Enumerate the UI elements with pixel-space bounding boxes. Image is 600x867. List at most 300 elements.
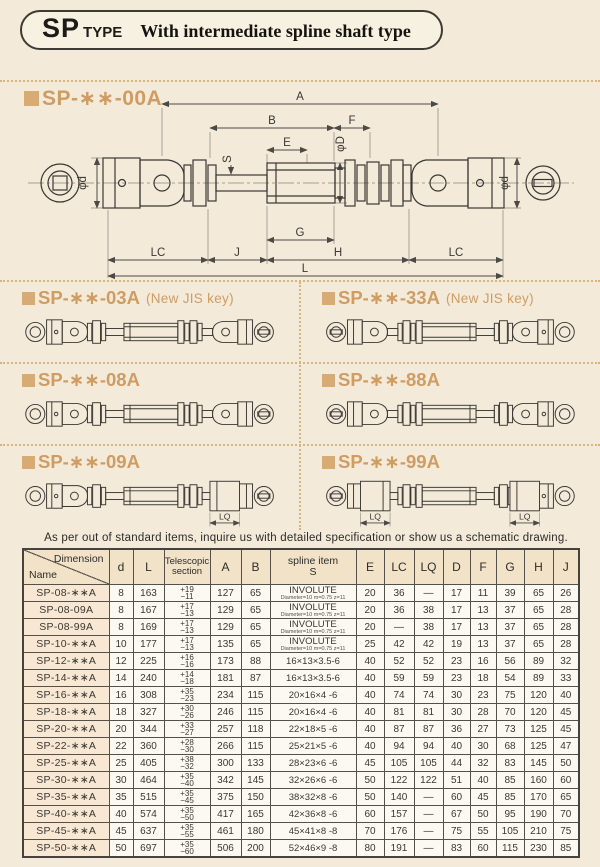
cell-spline: 42×36×8 -6 <box>270 806 356 823</box>
cell-d: 45 <box>109 823 133 840</box>
cell-LC: 87 <box>384 721 414 738</box>
cell-spline: 45×41×8 -8 <box>270 823 356 840</box>
col-header-LC: LC <box>384 549 414 585</box>
cell-D: 44 <box>443 755 470 772</box>
table-row <box>23 840 579 858</box>
cell-d: 40 <box>109 806 133 823</box>
cell-d: 50 <box>109 840 133 858</box>
cell-G: 75 <box>496 687 524 704</box>
cell-H: 120 <box>524 687 553 704</box>
dim-label-G: G <box>295 227 305 239</box>
cell-H: 89 <box>524 670 553 687</box>
dim-label-LQ-right: LQ <box>518 511 531 522</box>
section-title-text: SP-∗∗-08A <box>38 369 140 390</box>
page-title-banner <box>20 10 443 50</box>
cell-LC: 42 <box>384 636 414 653</box>
dim-label-J: J <box>234 247 240 259</box>
cell-spline: 52×46×9 -8 <box>270 840 356 858</box>
cell-LQ: 42 <box>414 636 443 653</box>
lq-housing <box>510 481 540 511</box>
corner-label-dimension: Dimension <box>53 553 104 565</box>
cell-B: 133 <box>241 755 270 772</box>
section-title-text: SP-∗∗-88A <box>338 369 440 390</box>
cell-G: 115 <box>496 840 524 858</box>
cell-F: 11 <box>470 585 496 602</box>
cell-d: 18 <box>109 704 133 721</box>
cell-E: 40 <box>356 721 384 738</box>
cell-D: 40 <box>443 738 470 755</box>
drawing-sp-08a <box>24 394 276 434</box>
cell-name: SP-16-∗∗A <box>23 687 109 704</box>
drawing-sp-09a <box>24 476 276 530</box>
cell-L: 327 <box>133 704 164 721</box>
col-header-spline: spline item S <box>270 549 356 585</box>
cell-B: 118 <box>241 721 270 738</box>
cell-G: 37 <box>496 619 524 636</box>
cell-H: 160 <box>524 772 553 789</box>
col-header-J: J <box>553 549 579 585</box>
cell-L: 169 <box>133 619 164 636</box>
cell-B: 88 <box>241 653 270 670</box>
cell-LQ: 52 <box>414 653 443 670</box>
cell-telescopic: +35 −55 <box>164 823 210 840</box>
cell-E: 20 <box>356 619 384 636</box>
table-row <box>23 602 579 619</box>
table-row <box>23 789 579 806</box>
drawing-sp-88a <box>324 394 576 434</box>
cell-d: 20 <box>109 721 133 738</box>
cell-E: 40 <box>356 687 384 704</box>
cell-LQ: — <box>414 789 443 806</box>
spec-table-head <box>23 549 579 585</box>
cell-B: 145 <box>241 772 270 789</box>
cell-telescopic: +19 −11 <box>164 585 210 602</box>
cell-B: 65 <box>241 585 270 602</box>
cell-LQ: 105 <box>414 755 443 772</box>
col-header-L: L <box>133 549 164 585</box>
cell-L: 637 <box>133 823 164 840</box>
col-header-G: G <box>496 549 524 585</box>
cell-G: 85 <box>496 772 524 789</box>
cell-LQ: 94 <box>414 738 443 755</box>
cell-name: SP-50-∗∗A <box>23 840 109 858</box>
cell-J: 65 <box>553 789 579 806</box>
cell-J: 47 <box>553 738 579 755</box>
table-row <box>23 653 579 670</box>
section-title-text: SP-∗∗-03A <box>38 287 140 308</box>
table-row <box>23 823 579 840</box>
cell-F: 45 <box>470 789 496 806</box>
cell-G: 83 <box>496 755 524 772</box>
cell-telescopic: +16 −16 <box>164 653 210 670</box>
square-bullet-icon <box>22 292 35 305</box>
cell-LC: — <box>384 619 414 636</box>
dim-label-LQ-left: LQ <box>369 511 382 522</box>
cell-telescopic: +35 −23 <box>164 687 210 704</box>
cell-G: 39 <box>496 585 524 602</box>
cell-B: 150 <box>241 789 270 806</box>
table-row <box>23 636 579 653</box>
col-header-d: d <box>109 549 133 585</box>
cell-LQ: — <box>414 823 443 840</box>
col-header-A: A <box>210 549 241 585</box>
section-title-text: SP-∗∗-00A <box>42 87 163 110</box>
cell-D: 23 <box>443 653 470 670</box>
cell-telescopic: +33 −27 <box>164 721 210 738</box>
section-sp-03a <box>0 282 300 362</box>
cell-LC: 36 <box>384 602 414 619</box>
cell-H: 120 <box>524 704 553 721</box>
square-bullet-icon <box>322 456 335 469</box>
cell-G: 70 <box>496 704 524 721</box>
cell-L: 574 <box>133 806 164 823</box>
cell-telescopic: +17 −13 <box>164 619 210 636</box>
cell-A: 181 <box>210 670 241 687</box>
cell-B: 65 <box>241 619 270 636</box>
cell-E: 50 <box>356 789 384 806</box>
square-bullet-icon <box>22 374 35 387</box>
cell-G: 54 <box>496 670 524 687</box>
cell-E: 25 <box>356 636 384 653</box>
section-title-08a <box>22 369 300 391</box>
dim-label-A: A <box>296 91 304 103</box>
cell-d: 12 <box>109 653 133 670</box>
cell-H: 65 <box>524 636 553 653</box>
cell-telescopic: +35 −45 <box>164 789 210 806</box>
cell-LQ: — <box>414 585 443 602</box>
cell-B: 200 <box>241 840 270 858</box>
table-row <box>23 585 579 602</box>
cell-B: 65 <box>241 602 270 619</box>
cell-LQ: — <box>414 840 443 858</box>
cell-F: 40 <box>470 772 496 789</box>
cell-spline: 16×13×3.5-6 <box>270 653 356 670</box>
section-title-text: SP-∗∗-09A <box>38 451 140 472</box>
cell-J: 45 <box>553 721 579 738</box>
table-row <box>23 704 579 721</box>
cell-telescopic: +38 −32 <box>164 755 210 772</box>
cell-d: 10 <box>109 636 133 653</box>
cell-spline: 38×32×8 -6 <box>270 789 356 806</box>
cell-D: 30 <box>443 687 470 704</box>
section-sp-33a <box>300 282 600 362</box>
cell-name: SP-45-∗∗A <box>23 823 109 840</box>
brand-suffix: TYPE <box>83 24 123 41</box>
cell-name: SP-08-09A <box>23 602 109 619</box>
cell-spline: 22×18×5 -6 <box>270 721 356 738</box>
cell-L: 344 <box>133 721 164 738</box>
cell-LC: 94 <box>384 738 414 755</box>
cell-B: 87 <box>241 670 270 687</box>
cell-G: 68 <box>496 738 524 755</box>
col-header-H: H <box>524 549 553 585</box>
section-title-88a <box>322 369 600 391</box>
cell-name: SP-35-∗∗A <box>23 789 109 806</box>
cell-E: 80 <box>356 840 384 858</box>
table-row <box>23 721 579 738</box>
table-row <box>23 619 579 636</box>
cell-d: 22 <box>109 738 133 755</box>
cell-E: 40 <box>356 670 384 687</box>
cell-H: 65 <box>524 602 553 619</box>
cell-L: 697 <box>133 840 164 858</box>
cell-L: 240 <box>133 670 164 687</box>
brand-code: SP <box>42 13 81 43</box>
cell-B: 165 <box>241 806 270 823</box>
cell-D: 60 <box>443 789 470 806</box>
section-title-99a <box>322 451 600 473</box>
cell-telescopic: +35 −60 <box>164 840 210 858</box>
dim-label-LC-left: LC <box>150 247 166 259</box>
cell-A: 461 <box>210 823 241 840</box>
cell-F: 30 <box>470 738 496 755</box>
cell-telescopic: +35 −50 <box>164 806 210 823</box>
cell-G: 56 <box>496 653 524 670</box>
cell-spline: 20×16×4 -6 <box>270 704 356 721</box>
cell-name: SP-20-∗∗A <box>23 721 109 738</box>
cell-D: 83 <box>443 840 470 858</box>
cell-A: 417 <box>210 806 241 823</box>
cell-telescopic: +30 −26 <box>164 704 210 721</box>
cell-B: 115 <box>241 687 270 704</box>
cell-name: SP-25-∗∗A <box>23 755 109 772</box>
section-sp-08a <box>0 364 300 444</box>
cell-spline: INVOLUTE Diameter=10 m=0.75 z=11 <box>270 619 356 636</box>
cell-F: 60 <box>470 840 496 858</box>
cell-d: 30 <box>109 772 133 789</box>
cell-spline: INVOLUTE Diameter=10 m=0.75 z=11 <box>270 585 356 602</box>
cell-LC: 140 <box>384 789 414 806</box>
cell-name: SP-12-∗∗A <box>23 653 109 670</box>
dim-label-LQ: LQ <box>218 511 231 522</box>
cell-J: 45 <box>553 704 579 721</box>
cell-J: 75 <box>553 823 579 840</box>
dim-label-LC-right: LC <box>448 247 464 259</box>
cell-F: 13 <box>470 602 496 619</box>
cell-E: 50 <box>356 772 384 789</box>
cell-D: 75 <box>443 823 470 840</box>
cell-F: 13 <box>470 619 496 636</box>
cell-spline: 16×13×3.5-6 <box>270 670 356 687</box>
cell-name: SP-10-∗∗A <box>23 636 109 653</box>
cell-name: SP-18-∗∗A <box>23 704 109 721</box>
cell-F: 55 <box>470 823 496 840</box>
cell-D: 17 <box>443 619 470 636</box>
cell-telescopic: +17 −13 <box>164 602 210 619</box>
cell-LC: 157 <box>384 806 414 823</box>
dim-label-H: H <box>333 247 343 259</box>
cell-D: 51 <box>443 772 470 789</box>
col-header-E: E <box>356 549 384 585</box>
cell-B: 180 <box>241 823 270 840</box>
cell-D: 30 <box>443 704 470 721</box>
cell-A: 246 <box>210 704 241 721</box>
dim-label-F: F <box>348 115 356 127</box>
cell-LQ: 74 <box>414 687 443 704</box>
cell-name: SP-14-∗∗A <box>23 670 109 687</box>
cell-d: 25 <box>109 755 133 772</box>
table-row <box>23 738 579 755</box>
cell-F: 32 <box>470 755 496 772</box>
cell-LQ: 87 <box>414 721 443 738</box>
lq-housing <box>360 481 390 511</box>
cell-H: 65 <box>524 585 553 602</box>
cell-spline: 28×23×6 -6 <box>270 755 356 772</box>
spec-table-body <box>23 585 579 858</box>
cell-L: 308 <box>133 687 164 704</box>
cell-E: 40 <box>356 704 384 721</box>
spec-table <box>22 548 580 858</box>
cell-LC: 122 <box>384 772 414 789</box>
cell-LC: 105 <box>384 755 414 772</box>
table-row <box>23 772 579 789</box>
cell-L: 360 <box>133 738 164 755</box>
cell-F: 23 <box>470 687 496 704</box>
cell-telescopic: +28 −30 <box>164 738 210 755</box>
footnote: As per out of standard items, inquire us with detailed specification or show us a schematic drawing. <box>44 532 568 544</box>
cell-B: 65 <box>241 636 270 653</box>
cell-L: 167 <box>133 602 164 619</box>
cell-G: 95 <box>496 806 524 823</box>
table-row <box>23 687 579 704</box>
section-title-text: SP-∗∗-33A <box>338 287 440 308</box>
square-bullet-icon <box>322 374 335 387</box>
cell-LC: 191 <box>384 840 414 858</box>
cell-A: 506 <box>210 840 241 858</box>
cell-LC: 74 <box>384 687 414 704</box>
cell-L: 464 <box>133 772 164 789</box>
cell-H: 145 <box>524 755 553 772</box>
dotted-column-divider <box>299 282 301 530</box>
lq-housing <box>210 481 240 511</box>
corner-label-name: Name <box>29 569 58 581</box>
main-technical-drawing <box>0 88 600 280</box>
cell-H: 190 <box>524 806 553 823</box>
cell-H: 125 <box>524 721 553 738</box>
cell-d: 14 <box>109 670 133 687</box>
cell-telescopic: +35 −40 <box>164 772 210 789</box>
square-bullet-icon <box>322 292 335 305</box>
cell-L: 163 <box>133 585 164 602</box>
dim-label-S: S <box>222 155 234 163</box>
cell-D: 17 <box>443 585 470 602</box>
cell-A: 234 <box>210 687 241 704</box>
cell-G: 73 <box>496 721 524 738</box>
drawing-sp-99a <box>324 476 576 530</box>
dim-label-E: E <box>283 137 291 149</box>
cell-d: 8 <box>109 619 133 636</box>
cell-E: 60 <box>356 806 384 823</box>
cell-D: 23 <box>443 670 470 687</box>
cell-D: 36 <box>443 721 470 738</box>
cell-LQ: 38 <box>414 602 443 619</box>
cell-E: 70 <box>356 823 384 840</box>
cell-LC: 81 <box>384 704 414 721</box>
cell-A: 173 <box>210 653 241 670</box>
col-header-LQ: LQ <box>414 549 443 585</box>
cell-A: 300 <box>210 755 241 772</box>
section-sp-88a <box>300 364 600 444</box>
section-title-33a <box>322 287 600 309</box>
cell-J: 85 <box>553 840 579 858</box>
cell-J: 28 <box>553 619 579 636</box>
cell-A: 129 <box>210 619 241 636</box>
dim-label-phid-left: φd <box>77 176 89 190</box>
cell-J: 26 <box>553 585 579 602</box>
cell-LC: 59 <box>384 670 414 687</box>
cell-A: 135 <box>210 636 241 653</box>
dim-label-phiD: φD <box>335 136 347 152</box>
dim-label-B: B <box>268 115 276 127</box>
cell-name: SP-08-∗∗A <box>23 585 109 602</box>
section-title-suffix: (New JIS key) <box>145 290 234 306</box>
cell-H: 210 <box>524 823 553 840</box>
cell-LQ: 38 <box>414 619 443 636</box>
cell-L: 177 <box>133 636 164 653</box>
cell-name: SP-22-∗∗A <box>23 738 109 755</box>
cell-L: 515 <box>133 789 164 806</box>
cell-G: 105 <box>496 823 524 840</box>
cell-J: 50 <box>553 755 579 772</box>
cell-F: 18 <box>470 670 496 687</box>
cell-E: 20 <box>356 602 384 619</box>
cell-spline: 32×26×6 -6 <box>270 772 356 789</box>
cell-d: 16 <box>109 687 133 704</box>
dim-label-L: L <box>301 263 309 275</box>
cell-F: 50 <box>470 806 496 823</box>
cell-H: 170 <box>524 789 553 806</box>
cell-E: 40 <box>356 653 384 670</box>
cell-H: 230 <box>524 840 553 858</box>
cell-L: 225 <box>133 653 164 670</box>
cell-name: SP-30-∗∗A <box>23 772 109 789</box>
cell-H: 125 <box>524 738 553 755</box>
table-row <box>23 806 579 823</box>
cell-name: SP-08-99A <box>23 619 109 636</box>
cell-LC: 36 <box>384 585 414 602</box>
cell-D: 67 <box>443 806 470 823</box>
cell-B: 115 <box>241 704 270 721</box>
drawing-sp-03a <box>24 312 276 352</box>
cell-d: 35 <box>109 789 133 806</box>
section-sp-09a <box>0 446 300 530</box>
cell-E: 20 <box>356 585 384 602</box>
cell-J: 70 <box>553 806 579 823</box>
table-row <box>23 755 579 772</box>
cell-F: 13 <box>470 636 496 653</box>
cell-E: 45 <box>356 755 384 772</box>
col-header-B: B <box>241 549 270 585</box>
cell-D: 19 <box>443 636 470 653</box>
cell-J: 28 <box>553 602 579 619</box>
cell-A: 375 <box>210 789 241 806</box>
page-subtitle: With intermediate spline shaft type <box>140 21 411 41</box>
cell-J: 33 <box>553 670 579 687</box>
table-row <box>23 670 579 687</box>
section-sp-00a <box>0 82 600 280</box>
cell-J: 28 <box>553 636 579 653</box>
cell-G: 37 <box>496 636 524 653</box>
corner-cell <box>23 549 109 585</box>
cell-J: 60 <box>553 772 579 789</box>
dim-label-phid-right: φd <box>499 176 511 190</box>
cell-A: 127 <box>210 585 241 602</box>
cell-LQ: — <box>414 806 443 823</box>
cell-telescopic: +14 −18 <box>164 670 210 687</box>
cell-d: 8 <box>109 585 133 602</box>
cell-E: 40 <box>356 738 384 755</box>
cell-J: 40 <box>553 687 579 704</box>
